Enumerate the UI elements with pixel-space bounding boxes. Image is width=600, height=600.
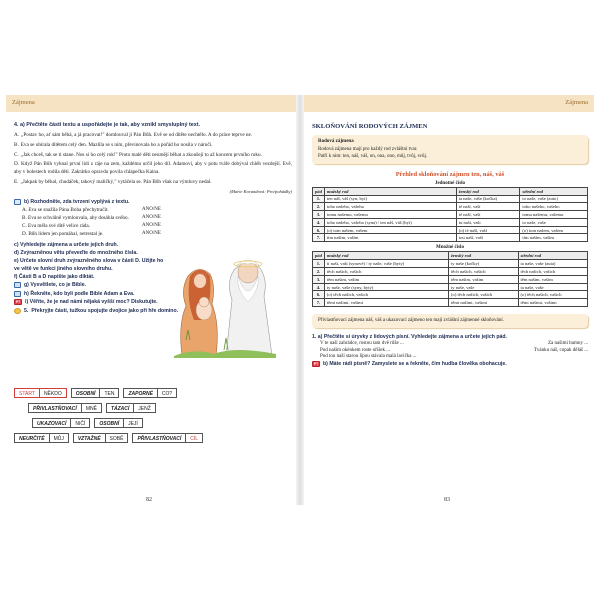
case-number-cell: 7.	[313, 299, 325, 307]
plural-table	[312, 251, 588, 307]
page-number-right: 83	[444, 497, 450, 503]
form-cell: tou naší, vaší	[456, 234, 520, 242]
table-row	[313, 283, 588, 291]
form-cell: těch našich, vašich	[324, 268, 448, 276]
form-cell: (o) těch našich, vašich	[518, 291, 588, 299]
form-cell: těm našim, vašim	[449, 275, 518, 283]
illustration-god-eve-child	[164, 250, 284, 358]
section-title: Přehled skloňování zájmen ten, náš, váš	[395, 170, 505, 178]
form-cell: těch našich, vašich	[449, 268, 518, 276]
table-row	[313, 268, 588, 276]
form-cell: tím naším, vaším	[520, 234, 588, 242]
form-cell: (o) té naší, vaší	[456, 226, 520, 234]
domino-piece[interactable]: TÁZACÍ JENŽ	[106, 403, 156, 413]
domino-piece[interactable]: VZTAŽNÉ SOBĚ	[73, 433, 129, 443]
task-h: h) Řekněte, kdo byli podle Bible Adam a Eva.	[14, 290, 292, 298]
form-cell: ta naše, vaše (auta)	[518, 260, 588, 268]
form-cell: těm našim, vašim	[518, 275, 588, 283]
form-cell: těch našich, vašich	[518, 268, 588, 276]
domino-game	[14, 388, 294, 448]
story-source: (Marie Korandová: Pro/pohádky)	[229, 188, 292, 194]
task5-title: 5. Překryjte části, tužkou spojujte dvojice jako při hře domino.	[14, 307, 292, 315]
task1b-title: PT b) Máte rádi písně? Zamyslete se a řekněte, čím hudba člověka obohacuje.	[313, 361, 507, 368]
domino-row	[14, 433, 294, 443]
table-row	[313, 195, 588, 203]
statement-row: A. Eva se snažila Pána Boha přechytračit. ANO/NE	[22, 206, 161, 213]
info-box: Rodová zájmena Rodová zájmena mají pro každý rod zvláštní tvar. Patří k nim: ten, náš, váš, on, ona, ono, můj, tvůj, svůj.	[312, 135, 588, 164]
domino-piece[interactable]: PŘIVLASTŇOVACÍ MNĚ	[28, 403, 102, 413]
form-cell: ty naše, vaše (syny, byty)	[324, 283, 448, 291]
right-content	[312, 123, 588, 367]
case-number-cell: 7.	[313, 234, 325, 242]
form-cell: těmi našimi, vašimi	[324, 299, 448, 307]
form-cell: (o) tom našem, vašem	[520, 226, 588, 234]
task-i: PT i) Věříte, že je nad námi nějaká vyšší moc? Diskutujte.	[15, 298, 158, 305]
domino-piece[interactable]: NEURČITÉ MŮJ	[14, 433, 69, 443]
sun-icon	[14, 308, 21, 314]
case-number-cell: 3.	[313, 275, 325, 283]
running-head-left: Zájmena	[6, 95, 296, 112]
statement-row: B. Eva se schválně vymlouvala, aby dosáhla svého. ANO/NE	[22, 214, 161, 221]
task4-title: 4. a) Přečtěte části textu a uspořádejte je tak, aby vznikl smysluplný text.	[14, 122, 201, 128]
story-part-d: D. Když Pán Bůh vyhnal první lidi z ráje na zem, každému určil jeho díl. Adamovi, aby v potu tváře dobýval chléb vezdejší. Evě, aby v bolestech rodila děti. Zakrátko opravdu povila chlapečka Kaina.	[14, 161, 292, 176]
table-row	[313, 260, 588, 268]
domino-row	[14, 388, 294, 398]
table-row	[313, 291, 588, 299]
case-number-cell: 1.	[313, 195, 325, 203]
form-cell: (o) tom našem, vašem	[324, 226, 456, 234]
lyric-row: Pod našim okénkem roste oříšek ... Tvánku náš, copak děláš ...	[320, 347, 588, 353]
statement-row: C. Eva měla své dítě velice ráda. ANO/NE	[22, 223, 161, 230]
form-cell: té naší, vaší	[456, 203, 520, 211]
form-cell: těm našim, vašim	[324, 275, 448, 283]
table-header-row: pád mužský rod ženský rod střední rod	[313, 252, 588, 260]
task-f: f) Části B a D napište jako diktát.	[14, 274, 95, 281]
domino-row	[28, 403, 294, 413]
case-number-cell: 2.	[313, 268, 325, 276]
form-cell: ti naši, vaši (synové) / ty naše, vaše (byty)	[324, 260, 448, 268]
form-cell: těmi našimi, vašimi	[449, 299, 518, 307]
pt-badge-icon: PT	[313, 362, 319, 367]
page-number-left: 82	[146, 497, 152, 503]
book-icon	[14, 199, 21, 205]
table-row	[313, 226, 588, 234]
form-cell: (o) těch našich, vašich	[449, 291, 518, 299]
task-b: b) Rozhodněte, zda tvrzení vyplývá z textu.	[14, 198, 292, 206]
form-cell: těmi našimi, vašimi	[518, 299, 588, 307]
form-cell: tu naši, vaši	[456, 218, 520, 226]
plural-title: Množné číslo	[436, 245, 464, 251]
domino-piece[interactable]: START NĚKDO	[14, 388, 67, 398]
table-header-row: pád mužský rod ženský rod střední rod	[313, 187, 588, 195]
form-cell: toho našeho, vašeho (syna) / ten náš, váš (byt)	[324, 218, 456, 226]
form-cell: to naše, vaše	[520, 218, 588, 226]
singular-table	[312, 187, 588, 243]
case-number-cell: 6.	[313, 291, 325, 299]
speech-icon	[14, 291, 21, 297]
story-part-c: C. „Jak chceš, tak se ti stane. Nos si ho celý rok!" Proto malé děti neumějí běhat a zkoušejí to až koncem prvního roku.	[14, 151, 262, 158]
form-cell: ta naše, váše (kočka)	[456, 195, 520, 203]
domino-piece[interactable]: OSOBNÍ JEJÍ	[94, 418, 142, 428]
task1-title: 1. a) Přečtěte si úryvky z lidových písní. Vyhledejte zájmena a určete jejich pád.	[312, 333, 507, 340]
form-cell: tím naším, vaším	[324, 234, 456, 242]
form-cell: tomu našemu, vašemu	[520, 211, 588, 219]
form-cell: (o) těch našich, vašich	[324, 291, 448, 299]
task-g: g) Vysvětlete, co je Bible.	[14, 281, 292, 289]
case-number-cell: 2.	[313, 203, 325, 211]
form-cell: ten náš, váš (syn, byt)	[324, 195, 456, 203]
domino-piece[interactable]: ZAPORNÉ CO?	[123, 388, 177, 398]
domino-row	[32, 418, 294, 428]
case-number-cell: 4.	[313, 283, 325, 291]
page-title: SKLOŇOVÁNÍ RODOVÝCH ZÁJMEN	[312, 123, 428, 130]
form-cell: ty naše, vaše	[449, 283, 518, 291]
task-c: c) Vyhledejte zájmena a určete jejich druh.	[14, 242, 119, 249]
form-cell: toho našeho, vašeho	[520, 203, 588, 211]
case-number-cell: 6.	[313, 226, 325, 234]
lyric-row: Pod tou naší starou lípou stávala malá lavička ...	[320, 354, 417, 360]
computer-icon	[14, 282, 21, 288]
form-cell: toho našeho, vašeho	[324, 203, 456, 211]
left-page	[6, 95, 296, 505]
form-cell: ta naše, vaše	[518, 283, 588, 291]
table-row	[313, 299, 588, 307]
story-part-e: E. „Jakpak by běhal, chudáček, takový maličký," vytáčela se. Pán Bůh však na výmluvy nedal.	[14, 179, 212, 186]
form-cell: té naší, vaší	[456, 211, 520, 219]
case-number-cell: 3.	[313, 211, 325, 219]
right-page	[304, 95, 594, 505]
table-row	[313, 275, 588, 283]
table-row	[313, 203, 588, 211]
table-row	[313, 234, 588, 242]
story-text	[14, 131, 292, 186]
singular-title: Jednotné číslo	[434, 180, 466, 186]
note-box: Přivlastňovací zájmena náš, váš a ukazovací zájmeno ten mají zvláštní zájmenné skloňování.	[312, 314, 588, 328]
lyric-row: V te naší zahrádce, rostou tam dvě růže ... Za našimi humny ...	[320, 341, 588, 347]
book-gutter	[296, 95, 304, 505]
table-row	[313, 218, 588, 226]
task-d: d) Zvýrazněnou větu převeďte do množného čísla.	[14, 250, 138, 257]
table-row	[313, 211, 588, 219]
domino-piece[interactable]: UKAZOVACÍ NIČÍ	[32, 418, 90, 428]
case-number-cell: 1.	[313, 260, 325, 268]
form-cell: tomu našemu, vašemu	[324, 211, 456, 219]
pt-badge-icon: PT	[15, 299, 21, 304]
domino-piece[interactable]: OSOBNÍ TEN	[71, 388, 120, 398]
form-cell: ty naše (kočky)	[449, 260, 518, 268]
case-number-cell: 4.	[313, 218, 325, 226]
book-spread	[0, 95, 600, 505]
task-e: e) Určete slovní druh zvýrazněného slova v části D. Užijte ho ve větě ve funkci jiného slovního druhu.	[14, 258, 164, 273]
form-cell: to naše, vaše (auto)	[520, 195, 588, 203]
story-part-b: B. Eva se obírala dítětem celý den. Mazlila se s ním, převinovala ho a pořád ho nosila v náručí.	[14, 142, 213, 149]
domino-piece[interactable]: PŘIVLASTŇOVACÍ CÍL	[132, 433, 203, 443]
running-head-right: Zájmena	[304, 95, 594, 112]
story-part-a: A. „Postav ho, ať sám běhá, a já pracovat!" domlouval ji Pán Bůh. Evě se od dítěte nechtělo. A do práce teprve ne.	[14, 132, 253, 139]
statement-row: D. Bůh lidem jen pomáhal, netrestal je. ANO/NE	[22, 231, 161, 238]
